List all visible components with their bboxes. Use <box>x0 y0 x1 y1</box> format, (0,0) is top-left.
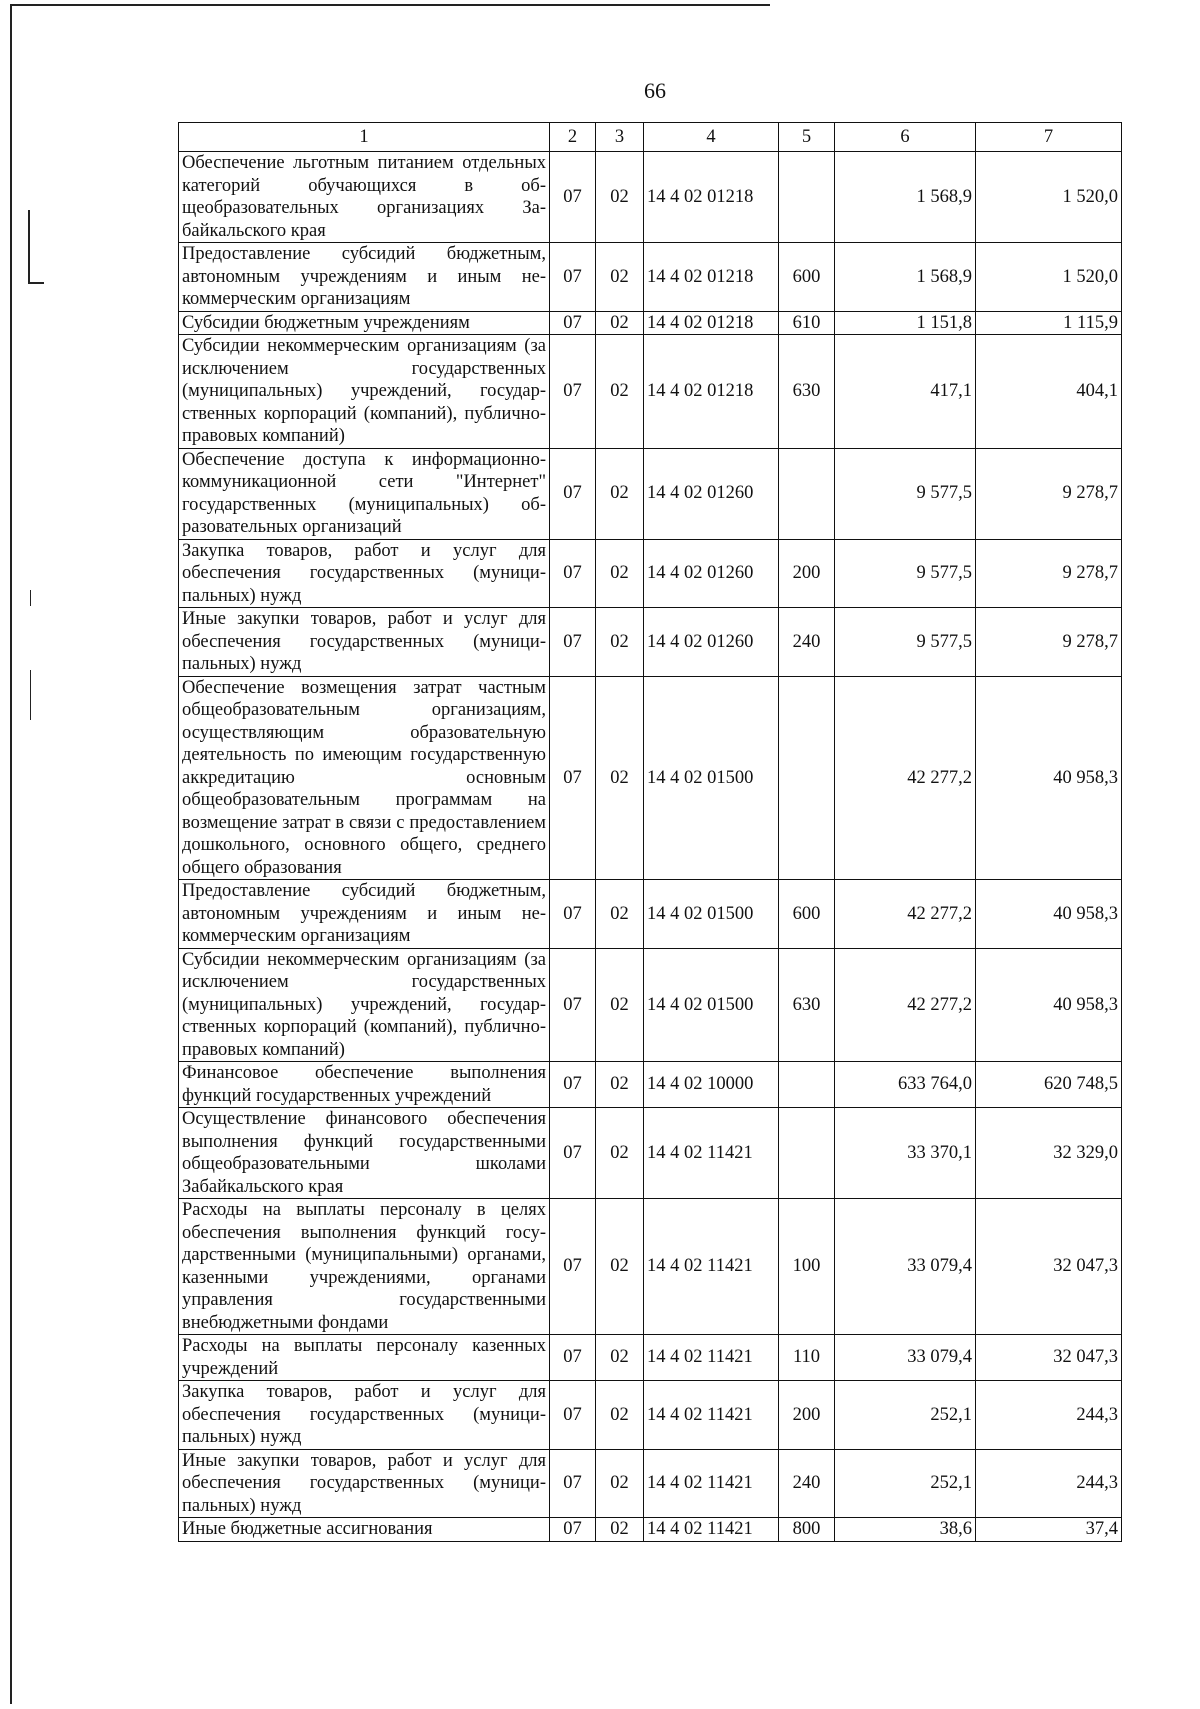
row-description: Субсидии бюджетным учреждениям <box>179 311 550 335</box>
row-description: Закупка товаров, работ и услуг для обеспечения государственных (муниципальных) нужд <box>179 539 550 608</box>
budget-table <box>178 122 1122 1542</box>
section-code: 07 <box>550 1518 596 1542</box>
table-row <box>179 948 1122 1062</box>
expense-type-code <box>779 448 835 539</box>
expense-type-code: 630 <box>779 948 835 1062</box>
section-code: 07 <box>550 1335 596 1381</box>
target-article-code: 14 4 02 11421 <box>644 1335 779 1381</box>
target-article-code: 14 4 02 01260 <box>644 539 779 608</box>
subsection-code: 02 <box>596 1381 644 1450</box>
table-row <box>179 1199 1122 1335</box>
subsection-code: 02 <box>596 676 644 880</box>
amount-year-2: 40 958,3 <box>976 948 1122 1062</box>
amount-year-1: 38,6 <box>835 1518 976 1542</box>
amount-year-2: 1 115,9 <box>976 311 1122 335</box>
amount-year-1: 9 577,5 <box>835 608 976 677</box>
subsection-code: 02 <box>596 1062 644 1108</box>
expense-type-code: 240 <box>779 608 835 677</box>
header-cell: 7 <box>976 123 1122 152</box>
subsection-code: 02 <box>596 243 644 312</box>
table-row <box>179 152 1122 243</box>
table-row <box>179 1335 1122 1381</box>
table-row <box>179 311 1122 335</box>
section-code: 07 <box>550 1108 596 1199</box>
header-cell: 5 <box>779 123 835 152</box>
expense-type-code <box>779 1108 835 1199</box>
table-row <box>179 676 1122 880</box>
row-description: Обеспечение возмещения затрат частным общеобразовательным организациям, осуществляющим образовательную деятельность по имеющим государственную аккредитацию основным общеобразовательным программам на возмещение затрат в связи с предоставлением дошкольного, основного общего, среднего общего образования <box>179 676 550 880</box>
subsection-code: 02 <box>596 152 644 243</box>
row-description: Субсидии некоммерческим организациям (за исключением государственных (муниципальных) учреждений, государственных корпораций (компаний), публично-правовых компаний) <box>179 948 550 1062</box>
amount-year-1: 33 079,4 <box>835 1199 976 1335</box>
header-cell: 4 <box>644 123 779 152</box>
amount-year-1: 33 370,1 <box>835 1108 976 1199</box>
table-row <box>179 1449 1122 1518</box>
expense-type-code: 600 <box>779 880 835 949</box>
section-code: 07 <box>550 1449 596 1518</box>
expense-type-code: 240 <box>779 1449 835 1518</box>
section-code: 07 <box>550 1199 596 1335</box>
amount-year-1: 1 568,9 <box>835 152 976 243</box>
amount-year-2: 9 278,7 <box>976 448 1122 539</box>
amount-year-1: 33 079,4 <box>835 1335 976 1381</box>
table-row <box>179 1518 1122 1542</box>
amount-year-1: 1 568,9 <box>835 243 976 312</box>
subsection-code: 02 <box>596 880 644 949</box>
row-description: Закупка товаров, работ и услуг для обеспечения государственных (муниципальных) нужд <box>179 1381 550 1450</box>
amount-year-2: 37,4 <box>976 1518 1122 1542</box>
target-article-code: 14 4 02 01218 <box>644 311 779 335</box>
subsection-code: 02 <box>596 1335 644 1381</box>
expense-type-code: 610 <box>779 311 835 335</box>
target-article-code: 14 4 02 01500 <box>644 676 779 880</box>
amount-year-2: 244,3 <box>976 1449 1122 1518</box>
table-row <box>179 1062 1122 1108</box>
amount-year-2: 9 278,7 <box>976 608 1122 677</box>
table-row <box>179 243 1122 312</box>
row-description: Осуществление финансового обеспечения выполнения функций государственными общеобразовательными школами Забайкальского края <box>179 1108 550 1199</box>
subsection-code: 02 <box>596 1449 644 1518</box>
amount-year-2: 9 278,7 <box>976 539 1122 608</box>
table-row <box>179 335 1122 449</box>
table-row <box>179 1108 1122 1199</box>
amount-year-1: 252,1 <box>835 1381 976 1450</box>
section-code: 07 <box>550 152 596 243</box>
target-article-code: 14 4 02 10000 <box>644 1062 779 1108</box>
subsection-code: 02 <box>596 311 644 335</box>
expense-type-code <box>779 676 835 880</box>
scan-edge-top <box>10 4 770 6</box>
amount-year-2: 32 329,0 <box>976 1108 1122 1199</box>
section-code: 07 <box>550 1062 596 1108</box>
row-description: Расходы на выплаты персоналу в целях обеспечения выполнения функций государственными (муниципальными) органами, казенными учреждениями, органами управления государственными внебюджетными фондами <box>179 1199 550 1335</box>
table-row <box>179 1381 1122 1450</box>
expense-type-code <box>779 1062 835 1108</box>
expense-type-code: 200 <box>779 539 835 608</box>
header-cell: 1 <box>179 123 550 152</box>
section-code: 07 <box>550 608 596 677</box>
target-article-code: 14 4 02 01500 <box>644 948 779 1062</box>
subsection-code: 02 <box>596 948 644 1062</box>
target-article-code: 14 4 02 01218 <box>644 335 779 449</box>
amount-year-2: 32 047,3 <box>976 1335 1122 1381</box>
subsection-code: 02 <box>596 1108 644 1199</box>
expense-type-code <box>779 152 835 243</box>
subsection-code: 02 <box>596 335 644 449</box>
amount-year-1: 633 764,0 <box>835 1062 976 1108</box>
amount-year-2: 1 520,0 <box>976 152 1122 243</box>
table-row <box>179 539 1122 608</box>
subsection-code: 02 <box>596 1199 644 1335</box>
section-code: 07 <box>550 243 596 312</box>
expense-type-code: 110 <box>779 1335 835 1381</box>
expense-type-code: 600 <box>779 243 835 312</box>
scan-mark-left-2 <box>28 282 44 284</box>
amount-year-1: 9 577,5 <box>835 539 976 608</box>
amount-year-1: 417,1 <box>835 335 976 449</box>
target-article-code: 14 4 02 01218 <box>644 243 779 312</box>
section-code: 07 <box>550 676 596 880</box>
row-description: Обеспечение доступа к информационно-коммуникационной сети "Интернет" государственных (муниципальных) образовательных организаций <box>179 448 550 539</box>
section-code: 07 <box>550 448 596 539</box>
scan-mark-left-3 <box>30 590 31 606</box>
subsection-code: 02 <box>596 539 644 608</box>
target-article-code: 14 4 02 01260 <box>644 608 779 677</box>
section-code: 07 <box>550 880 596 949</box>
target-article-code: 14 4 02 11421 <box>644 1381 779 1450</box>
section-code: 07 <box>550 1381 596 1450</box>
amount-year-1: 42 277,2 <box>835 880 976 949</box>
row-description: Иные бюджетные ассигнования <box>179 1518 550 1542</box>
header-cell: 2 <box>550 123 596 152</box>
row-description: Расходы на выплаты персоналу казенных учреждений <box>179 1335 550 1381</box>
subsection-code: 02 <box>596 608 644 677</box>
scan-edge-left <box>10 4 12 1704</box>
expense-type-code: 630 <box>779 335 835 449</box>
section-code: 07 <box>550 539 596 608</box>
target-article-code: 14 4 02 01218 <box>644 152 779 243</box>
scan-mark-left-1 <box>28 210 30 282</box>
target-article-code: 14 4 02 11421 <box>644 1199 779 1335</box>
expense-type-code: 800 <box>779 1518 835 1542</box>
amount-year-2: 40 958,3 <box>976 880 1122 949</box>
expense-type-code: 100 <box>779 1199 835 1335</box>
amount-year-2: 40 958,3 <box>976 676 1122 880</box>
row-description: Иные закупки товаров, работ и услуг для обеспечения государственных (муниципальных) нужд <box>179 608 550 677</box>
table-row <box>179 448 1122 539</box>
row-description: Субсидии некоммерческим организациям (за исключением государственных (муниципальных) учреждений, государственных корпораций (компаний), публично-правовых компаний) <box>179 335 550 449</box>
table-row <box>179 880 1122 949</box>
amount-year-2: 620 748,5 <box>976 1062 1122 1108</box>
target-article-code: 14 4 02 11421 <box>644 1518 779 1542</box>
amount-year-1: 42 277,2 <box>835 948 976 1062</box>
table-header-row <box>179 123 1122 152</box>
target-article-code: 14 4 02 01260 <box>644 448 779 539</box>
amount-year-1: 252,1 <box>835 1449 976 1518</box>
expense-type-code: 200 <box>779 1381 835 1450</box>
amount-year-1: 42 277,2 <box>835 676 976 880</box>
amount-year-2: 244,3 <box>976 1381 1122 1450</box>
table-row <box>179 608 1122 677</box>
amount-year-1: 1 151,8 <box>835 311 976 335</box>
subsection-code: 02 <box>596 448 644 539</box>
target-article-code: 14 4 02 01500 <box>644 880 779 949</box>
header-cell: 6 <box>835 123 976 152</box>
section-code: 07 <box>550 335 596 449</box>
amount-year-2: 1 520,0 <box>976 243 1122 312</box>
row-description: Предоставление субсидий бюджетным, автономным учреждениям и иным некоммерческим организациям <box>179 243 550 312</box>
scan-mark-left-4 <box>30 670 31 720</box>
section-code: 07 <box>550 311 596 335</box>
target-article-code: 14 4 02 11421 <box>644 1449 779 1518</box>
amount-year-1: 9 577,5 <box>835 448 976 539</box>
page-number: 66 <box>644 78 666 103</box>
target-article-code: 14 4 02 11421 <box>644 1108 779 1199</box>
section-code: 07 <box>550 948 596 1062</box>
amount-year-2: 32 047,3 <box>976 1199 1122 1335</box>
row-description: Финансовое обеспечение выполнения функций государственных учреждений <box>179 1062 550 1108</box>
row-description: Предоставление субсидий бюджетным, автономным учреждениям и иным некоммерческим организациям <box>179 880 550 949</box>
header-cell: 3 <box>596 123 644 152</box>
row-description: Обеспечение льготным питанием отдельных категорий обучающихся в общеобразовательных организациях Забайкальского края <box>179 152 550 243</box>
amount-year-2: 404,1 <box>976 335 1122 449</box>
row-description: Иные закупки товаров, работ и услуг для обеспечения государственных (муниципальных) нужд <box>179 1449 550 1518</box>
subsection-code: 02 <box>596 1518 644 1542</box>
